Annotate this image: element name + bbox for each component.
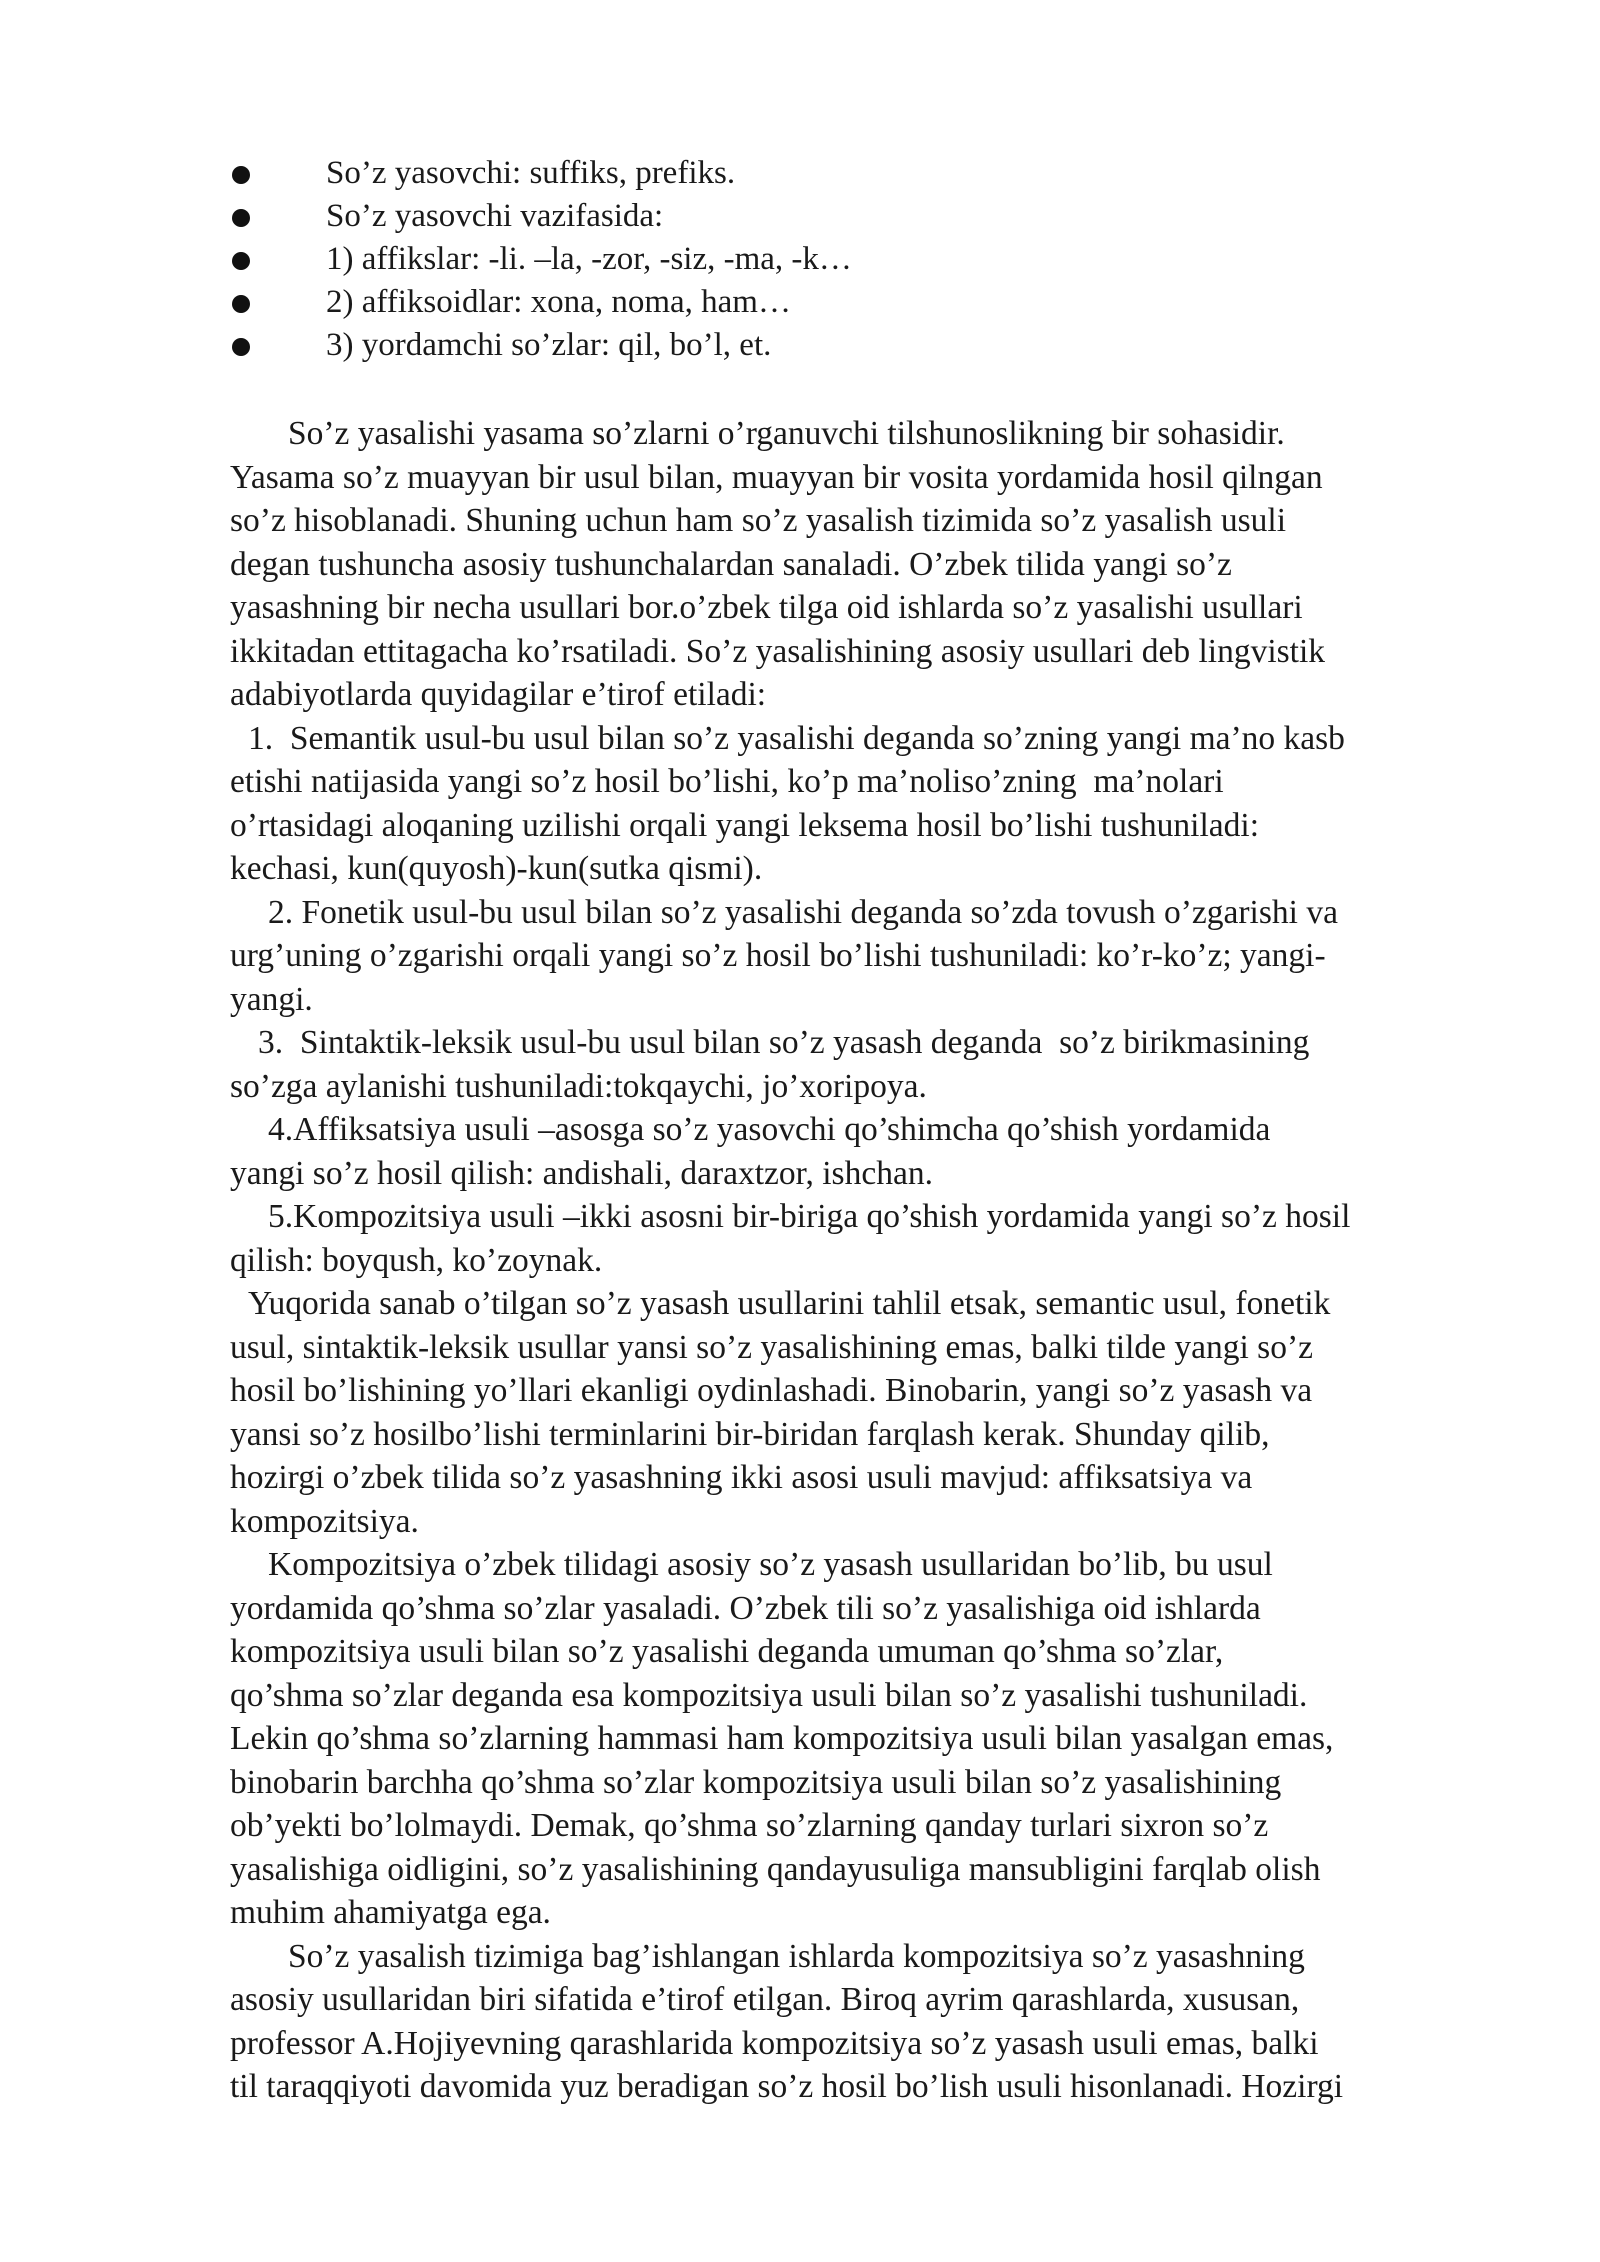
text-line: kompozitsiya. xyxy=(230,1502,419,1540)
text-line: 5.Kompozitsiya usuli –ikki asosni bir-biriga qo’shish yordamida yangi so’z hosil xyxy=(268,1198,1351,1235)
text-line: til taraqqiyoti davomida yuz beradigan so’z hosil bo’lish usuli hisonlanadi. Hozirgi xyxy=(230,2068,1344,2105)
text-line: asosiy usullaridan biri sifatida e’tirof etilgan. Biroq ayrim qarashlarda, xususan, xyxy=(230,1981,1300,2018)
text-line: ikkitadan ettitagacha ko’rsatiladi. So’z yasalishining asosiy usullari deb lingvistik xyxy=(230,632,1326,670)
text-line: qo’shma so’zlar deganda esa kompozitsiya usuli bilan so’z yasalishi tushuniladi. xyxy=(230,1676,1308,1714)
text-line: 1. Semantik usul-bu usul bilan so’z yasalishi deganda so’zning yangi ma’no kasb xyxy=(248,719,1345,757)
text-line: so’z hisoblanadi. Shuning uchun ham so’z yasalish tizimida so’z yasalish usuli xyxy=(230,502,1287,539)
text-line: yangi. xyxy=(230,980,313,1018)
bullet-text: 2) affiksoidlar: xona, noma, ham… xyxy=(326,284,791,320)
text-line: yangi so’z hosil qilish: andishali, daraxtzor, ishchan. xyxy=(230,1154,933,1192)
text-line: So’z yasalish tizimiga bag’ishlangan ishlarda kompozitsiya so’z yasashning xyxy=(288,1937,1305,1975)
text-line: yasashning bir necha usullari bor.o’zbek tilga oid ishlarda so’z yasalishi usullari xyxy=(230,589,1303,626)
text-line: muhim ahamiyatga ega. xyxy=(230,1894,551,1931)
text-line: hozirgi o’zbek tilida so’z yasashning ikki asosi usuli mavjud: affiksatsiya va xyxy=(230,1459,1253,1496)
text-line: degan tushuncha asosiy tushunchalardan sanaladi. O’zbek tilida yangi so’z xyxy=(230,545,1232,583)
bullet-dot-icon xyxy=(232,295,250,313)
text-line: 3. Sintaktik-leksik usul-bu usul bilan so’z yasash deganda so’z birikmasining xyxy=(258,1024,1310,1061)
bullet-text: 3) yordamchi so’zlar: qil, bo’l, et. xyxy=(326,327,772,363)
text-line: binobarin barchha qo’shma so’zlar kompozitsiya usuli bilan so’z yasalishining xyxy=(230,1763,1282,1801)
bullet-text: So’z yasovchi vazifasida: xyxy=(326,198,664,234)
text-line: yasalishiga oidligini, so’z yasalishining qandayusuliga mansubligini farqlab olish xyxy=(230,1850,1321,1888)
text-line: Kompozitsiya o’zbek tilidagi asosiy so’z yasash usullaridan bo’lib, bu usul xyxy=(268,1546,1273,1583)
text-line: qilish: boyqush, ko’zoynak. xyxy=(230,1241,603,1279)
text-line: hosil bo’lishining yo’llari ekanligi oydinlashadi. Binobarin, yangi so’z yasash va xyxy=(230,1372,1313,1409)
text-line: o’rtasidagi aloqaning uzilishi orqali yangi leksema hosil bo’lishi tushuniladi: xyxy=(230,806,1260,844)
text-line: 4.Affiksatsiya usuli –asosga so’z yasovchi qo’shimcha qo’shish yordamida xyxy=(268,1111,1271,1148)
text-line: kompozitsiya usuli bilan so’z yasalishi deganda umuman qo’shma so’zlar, xyxy=(230,1633,1224,1670)
text-line: Yasama so’z muayyan bir usul bilan, muayyan bir vosita yordamida hosil qilngan xyxy=(230,458,1323,496)
body-text xyxy=(230,412,1500,2109)
bullet-dot-icon xyxy=(232,252,250,270)
bullet-item xyxy=(232,281,1332,324)
text-line: 2. Fonetik usul-bu usul bilan so’z yasalishi deganda so’zda tovush o’zgarishi va xyxy=(268,893,1338,931)
text-line: So’z yasalishi yasama so’zlarni o’rganuvchi tilshunoslikning bir sohasidir. xyxy=(288,415,1285,452)
text-line: yansi so’z hosilbo’lishi terminlarini bir-biridan farqlash kerak. Shunday qilib, xyxy=(230,1415,1270,1453)
text-line: yordamida qo’shma so’zlar yasaladi. O’zbek tili so’z yasalishiga oid ishlarda xyxy=(230,1589,1261,1627)
text-line: ob’yekti bo’lolmaydi. Demak, qo’shma so’zlarning qanday turlari sixron so’z xyxy=(230,1807,1269,1844)
text-line: adabiyotlarda quyidagilar e’tirof etiladi: xyxy=(230,676,767,713)
text-line: urg’uning o’zgarishi orqali yangi so’z hosil bo’lishi tushuniladi: ko’r-ko’z; yangi- xyxy=(230,937,1326,974)
bullet-item xyxy=(232,238,1332,281)
bullet-dot-icon xyxy=(232,209,250,227)
bullet-text: 1) affikslar: -li. –la, -zor, -siz, -ma, -k… xyxy=(326,241,852,277)
bullet-item xyxy=(232,324,1332,367)
text-line: etishi natijasida yangi so’z hosil bo’lishi, ko’p ma’noliso’zning ma’nolari xyxy=(230,763,1224,800)
bullet-text: So’z yasovchi: suffiks, prefiks. xyxy=(326,155,736,191)
bullet-dot-icon xyxy=(232,166,250,184)
bullet-item xyxy=(232,195,1332,238)
text-line: Lekin qo’shma so’zlarning hammasi ham kompozitsiya usuli bilan yasalgan emas, xyxy=(230,1720,1334,1757)
text-line: Yuqorida sanab o’tilgan so’z yasash usullarini tahlil etsak, semantic usul, fonetik xyxy=(248,1285,1331,1322)
text-line: so’zga aylanishi tushuniladi:tokqaychi, jo’xoripoya. xyxy=(230,1067,927,1105)
bullet-item xyxy=(232,152,1332,195)
text-line: professor A.Hojiyevning qarashlarida kompozitsiya so’z yasash usuli emas, balki xyxy=(230,2024,1319,2062)
text-line: usul, sintaktik-leksik usullar yansi so’z yasalishining emas, balki tilde yangi so’z xyxy=(230,1328,1313,1366)
bullet-list xyxy=(232,152,1332,367)
text-line: kechasi, kun(quyosh)-kun(sutka qismi). xyxy=(230,850,763,887)
bullet-dot-icon xyxy=(232,338,250,356)
